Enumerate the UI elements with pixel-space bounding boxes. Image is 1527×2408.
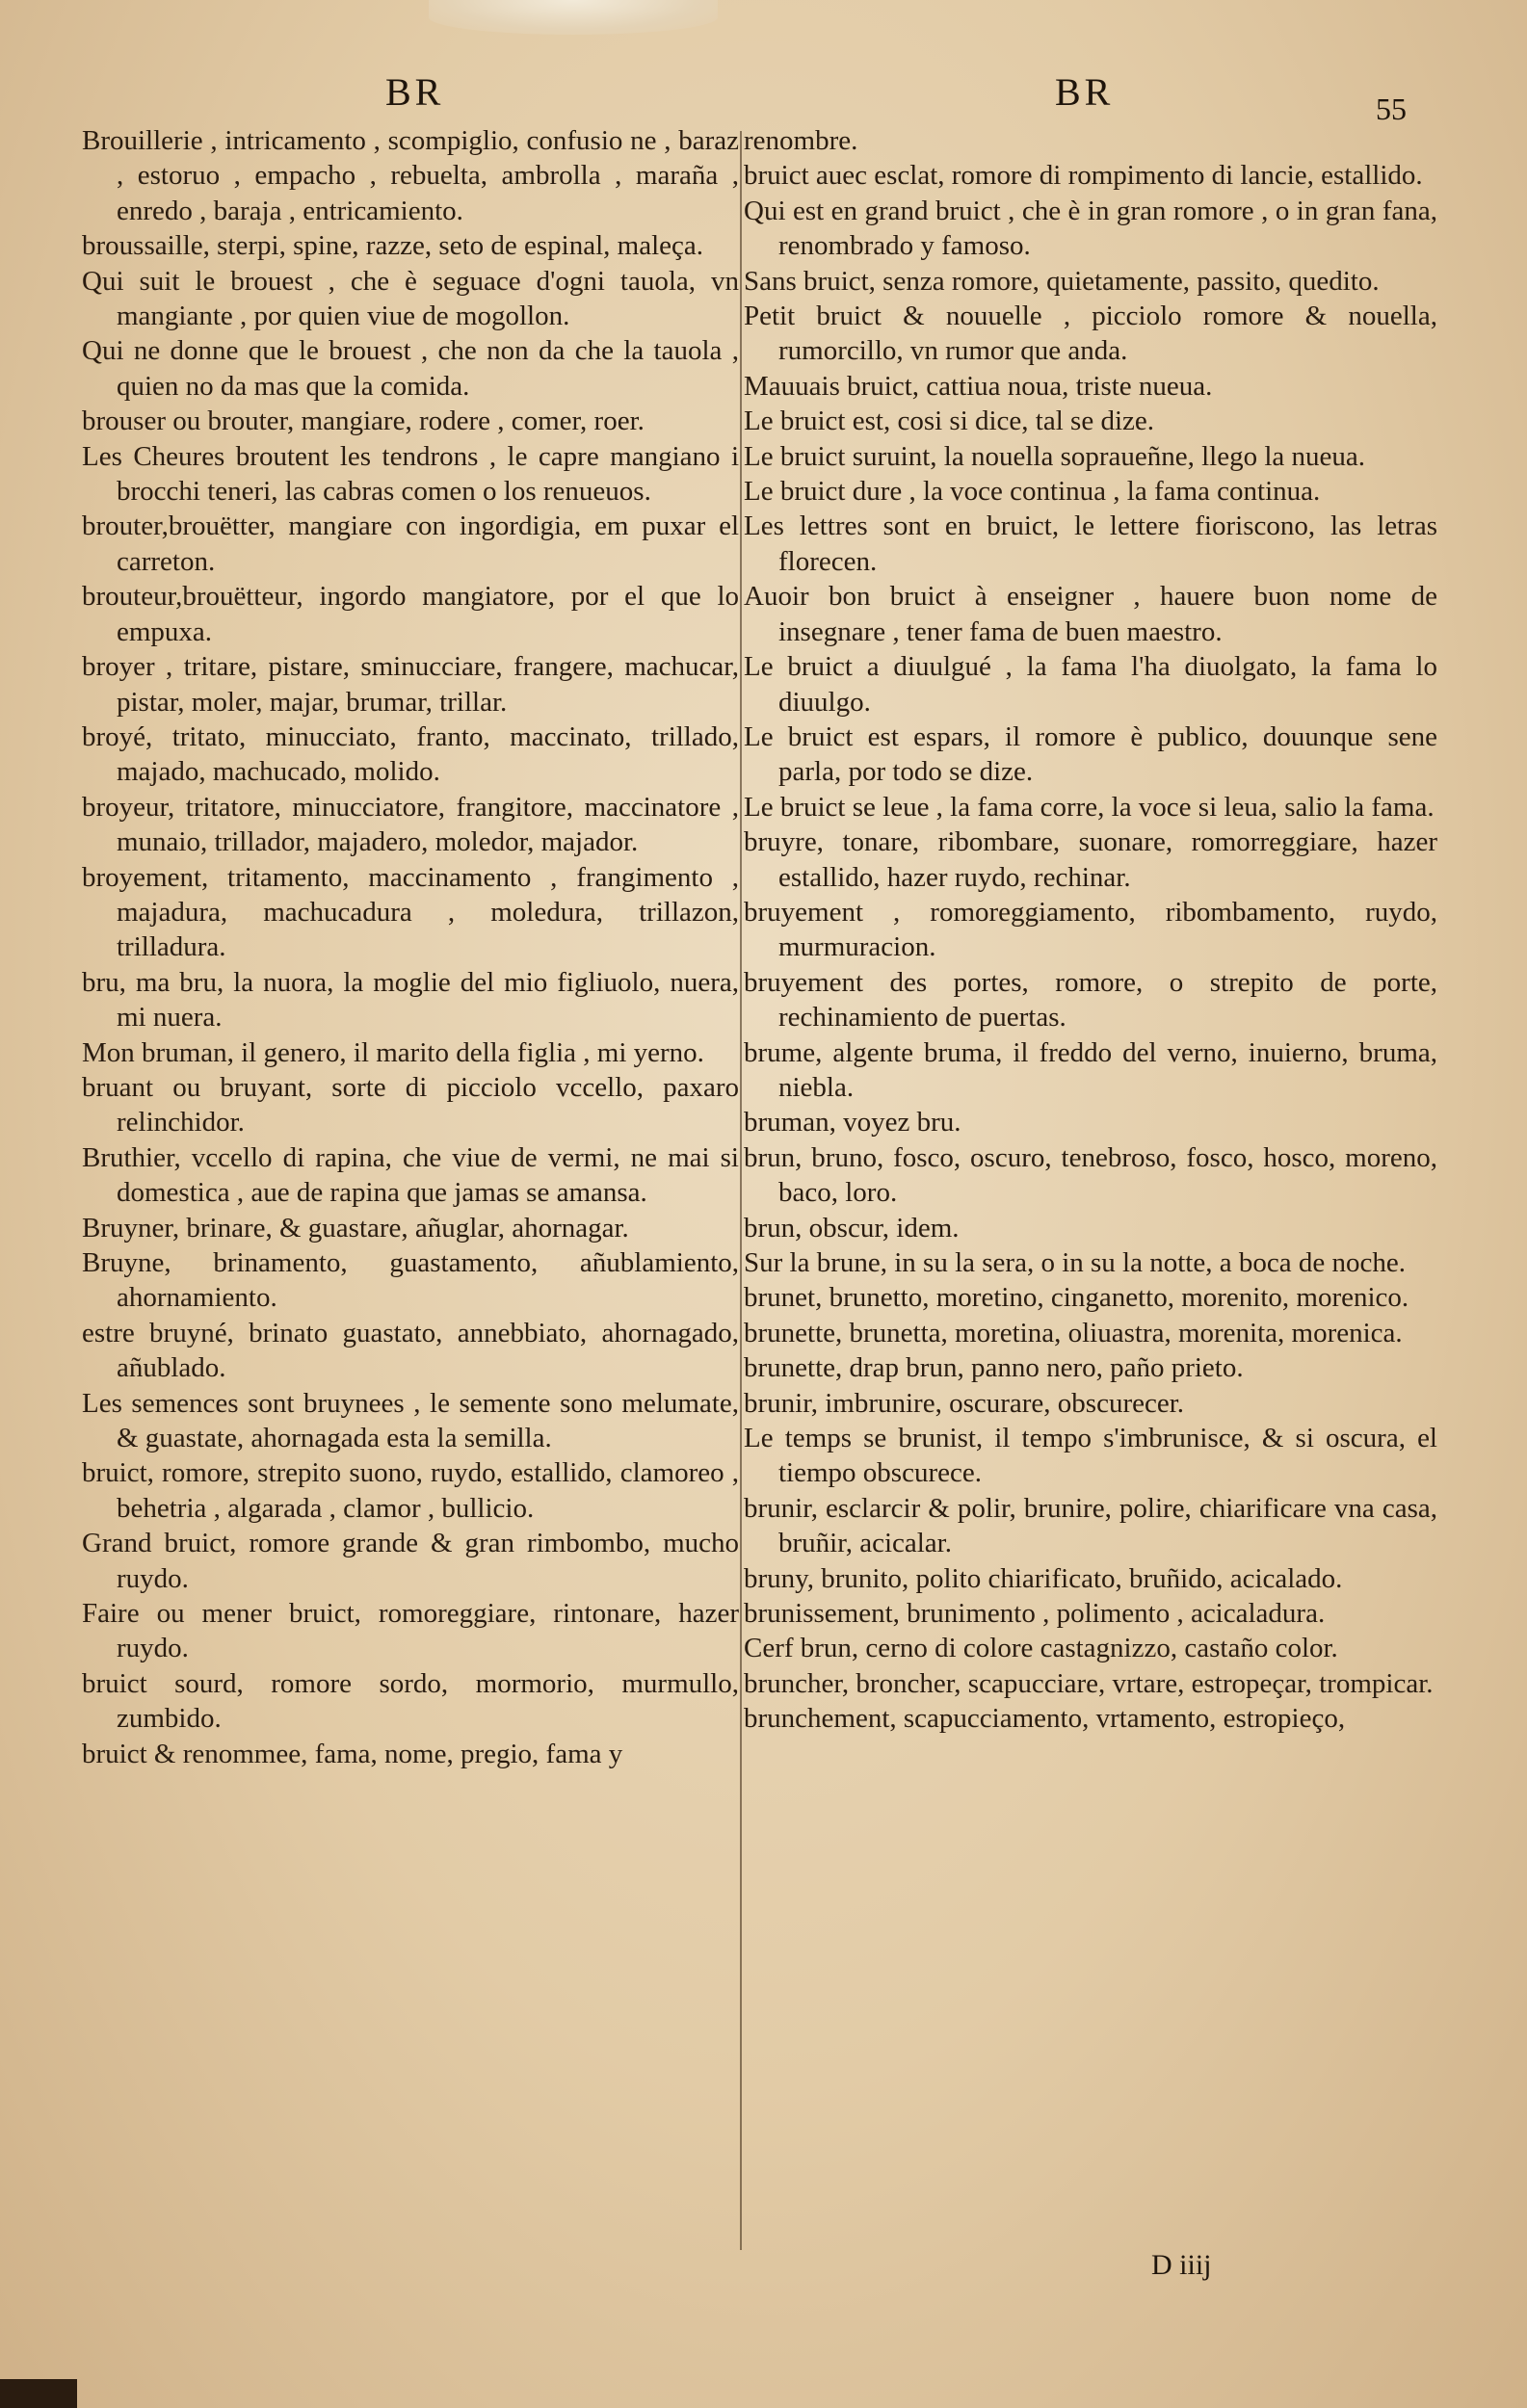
entry: broyeur, tritatore, minucciatore, frangitore, maccinatore , munaio, trillador, majadero, moledor, majador. (82, 791, 739, 858)
entry: Le bruict est, cosi si dice, tal se dize. (744, 406, 1154, 437)
entry: bruict sourd, romore sordo, mormorio, murmullo, zumbido. (82, 1667, 739, 1735)
left-running-head: BR (385, 70, 445, 114)
paper-stain (429, 0, 718, 35)
entry: Cerf brun, cerno di colore castagnizzo, castaño color. (744, 1633, 1338, 1664)
entry: Mon bruman, il genero, il marito della figlia , mi yerno. (82, 1036, 704, 1068)
entry: bruyement , romoreggiamento, ribombamento, ruydo, murmuracion. (744, 896, 1437, 963)
left-column (82, 123, 739, 1771)
entry: bruant ou bruyant, sorte di picciolo vccello, paxaro relinchidor. (82, 1071, 739, 1139)
entry: bruny, brunito, polito chiarificato, bruñido, acicalado. (744, 1562, 1343, 1594)
entry: broyer , tritare, pistare, sminucciare, frangere, machucar, pistar, moler, majar, brumar, trillar. (82, 651, 739, 718)
entry: brunir, imbrunire, oscurare, obscurecer. (744, 1387, 1185, 1419)
entry: bruict, romore, strepito suono, ruydo, estallido, clamoreo , behetria , algarada , clamor , bullicio. (82, 1457, 739, 1524)
entry: Le bruict est espars, il romore è publico, douunque sene parla, por todo se dize. (744, 720, 1437, 788)
entry: Bruyner, brinare, & guastare, añuglar, ahornagar. (82, 1212, 629, 1243)
entry: brouter,brouëtter, mangiare con ingordigia, em puxar el carreton. (82, 510, 739, 577)
entry: bruncher, broncher, scapucciare, vrtare, estropeçar, trompicar. (744, 1667, 1434, 1699)
entry: Les lettres sont en bruict, le lettere fioriscono, las letras florecen. (744, 510, 1437, 577)
entry: brunchement, scapucciamento, vrtamento, estropieço, (744, 1703, 1346, 1735)
entry: brouteur,brouëtteur, ingordo mangiatore, por el que lo empuxa. (82, 581, 739, 647)
entry: broyé, tritato, minucciato, franto, maccinato, trillado, majado, machucado, molido. (82, 720, 739, 788)
entry: bruyre, tonare, ribombare, suonare, romorreggiare, hazer estallido, hazer ruydo, rechinar. (744, 826, 1437, 893)
entry: Les semences sont bruynees , le semente sono melumate, & guastate, ahornagada esta la semilla. (82, 1387, 739, 1454)
entry: Qui suit le brouest , che è seguace d'ogni tauola, vn mangiante , por quien viue de mogollon. (82, 265, 739, 332)
entry: brunir, esclarcir & polir, brunire, polire, chiarificare vna casa, bruñir, acicalar. (744, 1492, 1437, 1559)
entry: Le bruict dure , la voce continua , la fama continua. (744, 476, 1321, 508)
entry: Auoir bon bruict à enseigner , hauere buon nome de insegnare , tener fama de buen maestro. (744, 581, 1437, 647)
entry: bruyement des portes, romore, o strepito de porte, rechinamiento de puertas. (744, 966, 1437, 1034)
entry: Le bruict a diuulgué , la fama l'ha diuolgato, la fama lo diuulgo. (744, 651, 1437, 718)
entry: Le temps se brunist, il tempo s'imbrunisce, & si oscura, el tiempo obscurece. (744, 1423, 1437, 1489)
entry: brunet, brunetto, moretino, cinganetto, morenito, morenico. (744, 1282, 1409, 1314)
entry: Brouillerie , intricamento , scompiglio, confusio ne , baraz , estoruo , empacho , rebuelta, ambrolla , maraña , enredo , baraja , entricamiento. (82, 125, 739, 226)
entry: bruict & renommee, fama, nome, pregio, fama y (82, 1738, 623, 1769)
entry: Bruthier, vccello di rapina, che viue de vermi, ne mai si domestica , aue de rapina que jamas se amansa. (82, 1141, 739, 1209)
entry: Les Cheures broutent les tendrons , le capre mangiano i brocchi teneri, las cabras comen o los renueuos. (82, 440, 739, 508)
entry: bruman, voyez bru. (744, 1107, 961, 1139)
entry: bru, ma bru, la nuora, la moglie del mio figliuolo, nuera, mi nuera. (82, 966, 739, 1034)
entry: Petit bruict & nouuelle , picciolo romore & nouella, rumorcillo, vn rumor que anda. (744, 301, 1437, 367)
entry: Bruyne, brinamento, guastamento, añublamiento, ahornamiento. (82, 1247, 739, 1314)
entry: estre bruyné, brinato guastato, annebbiato, ahornagado, añublado. (82, 1317, 739, 1384)
entry: Sans bruict, senza romore, quietamente, passito, quedito. (744, 265, 1380, 297)
entry: broyement, tritamento, maccinamento , frangimento , majadura, machucadura , moledura, trillazon, trilladura. (82, 861, 739, 963)
entry: Faire ou mener bruict, romoreggiare, rintonare, hazer ruydo. (82, 1598, 739, 1664)
entry: broussaille, sterpi, spine, razze, seto de espinal, maleça. (82, 230, 704, 262)
entry: brouser ou brouter, mangiare, rodere , comer, roer. (82, 406, 645, 437)
right-running-head: BR (1055, 70, 1115, 114)
entry: brunette, brunetta, moretina, oliuastra, morenita, morenica. (744, 1317, 1403, 1348)
entry: brun, obscur, idem. (744, 1212, 960, 1243)
entry: brume, algente bruma, il freddo del verno, inuierno, bruma, niebla. (744, 1036, 1437, 1103)
entry: Qui est en grand bruict , che è in gran romore , o in gran fana, renombrado y famoso. (744, 195, 1437, 262)
entry: brun, bruno, fosco, oscuro, tenebroso, fosco, hosco, moreno, baco, loro. (744, 1141, 1437, 1209)
entry: Le bruict se leue , la fama corre, la voce si leua, salio la fama. (744, 791, 1435, 823)
page-number: 55 (1376, 92, 1407, 126)
entry-continuation: renombre. (744, 125, 858, 156)
entry: Mauuais bruict, cattiua noua, triste nueua. (744, 370, 1213, 402)
entry: brunette, drap brun, panno nero, paño prieto. (744, 1352, 1244, 1384)
signature-mark: D iiij (1151, 2249, 1212, 2281)
entry: Sur la brune, in su la sera, o in su la notte, a boca de noche. (744, 1247, 1406, 1278)
entry: Grand bruict, romore grande & gran rimbombo, mucho ruydo. (82, 1528, 739, 1594)
column-divider (740, 131, 742, 2250)
scan-edge (0, 2379, 77, 2408)
entry: Qui ne donne que le brouest , che non da che la tauola , quien no da mas que la comida. (82, 335, 739, 402)
right-column (744, 123, 1437, 1737)
entry: bruict auec esclat, romore di rompimento di lancie, estallido. (744, 160, 1423, 192)
entry: Le bruict suruint, la nouella sopraueñne, llego la nueua. (744, 440, 1366, 472)
entry: brunissement, brunimento , polimento , acicaladura. (744, 1598, 1326, 1630)
